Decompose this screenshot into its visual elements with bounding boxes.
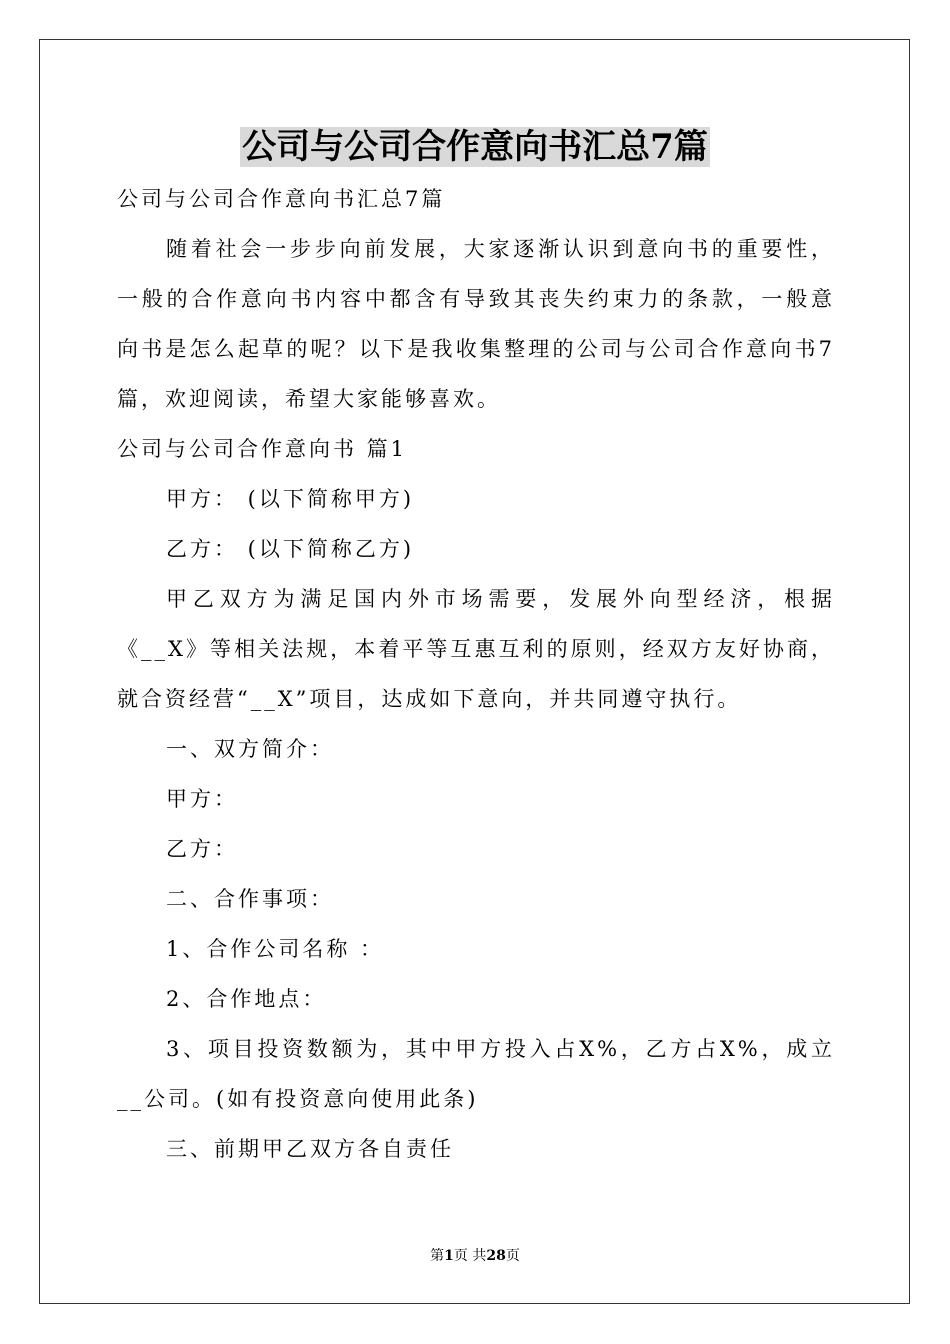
footer-prefix: 第	[430, 1248, 445, 1264]
page-footer	[0, 1246, 950, 1266]
paragraph-party-a-blank: 甲方：	[166, 787, 238, 811]
paragraph-clause-1: 一、双方简介：	[166, 737, 334, 761]
paragraph-clause-3: 三、前期甲乙双方各自责任	[166, 1137, 454, 1161]
paragraph-party-b-blank: 乙方：	[166, 837, 238, 861]
document-title	[0, 122, 950, 172]
footer-page-number: 1	[444, 1248, 454, 1264]
document-title-text: 公司与公司合作意向书汇总7篇	[242, 127, 708, 167]
paragraph-preamble: 甲乙双方为满足国内外市场需要，发展外向型经济，根据《__X》等相关法规，本着平等互惠互利的原则，经双方友好协商，就合资经营“__X”项目，达成如下意向，并共同遵守执行。	[117, 587, 835, 711]
paragraph-item-2: 2、合作地点：	[166, 987, 327, 1011]
footer-suffix: 页	[505, 1248, 520, 1264]
paragraph-subtitle: 公司与公司合作意向书汇总7篇	[117, 187, 446, 211]
paragraph-item-1: 1、合作公司名称 ：	[166, 937, 385, 961]
paragraph-intro: 随着社会一步步向前发展，大家逐渐认识到意向书的重要性，一般的合作意向书内容中都含有导致其丧失约束力的条款，一般意向书是怎么起草的呢？以下是我收集整理的公司与公司合作意向书7篇，欢迎阅读，希望大家能够喜欢。	[117, 237, 835, 411]
paragraph-party-b: 乙方： (以下简称乙方)	[166, 537, 415, 561]
paragraph-section-heading: 公司与公司合作意向书 篇1	[117, 437, 408, 461]
paragraph-item-3: 3、项目投资数额为，其中甲方投入占X%，乙方占X%，成立__公司。(如有投资意向使用此条)	[117, 1037, 835, 1111]
footer-mid: 页 共	[453, 1248, 487, 1264]
document-body	[117, 174, 835, 1174]
paragraph-clause-2: 二、合作事项：	[166, 887, 334, 911]
footer-total-pages: 28	[486, 1248, 506, 1264]
paragraph-party-a: 甲方： (以下简称甲方)	[166, 487, 415, 511]
